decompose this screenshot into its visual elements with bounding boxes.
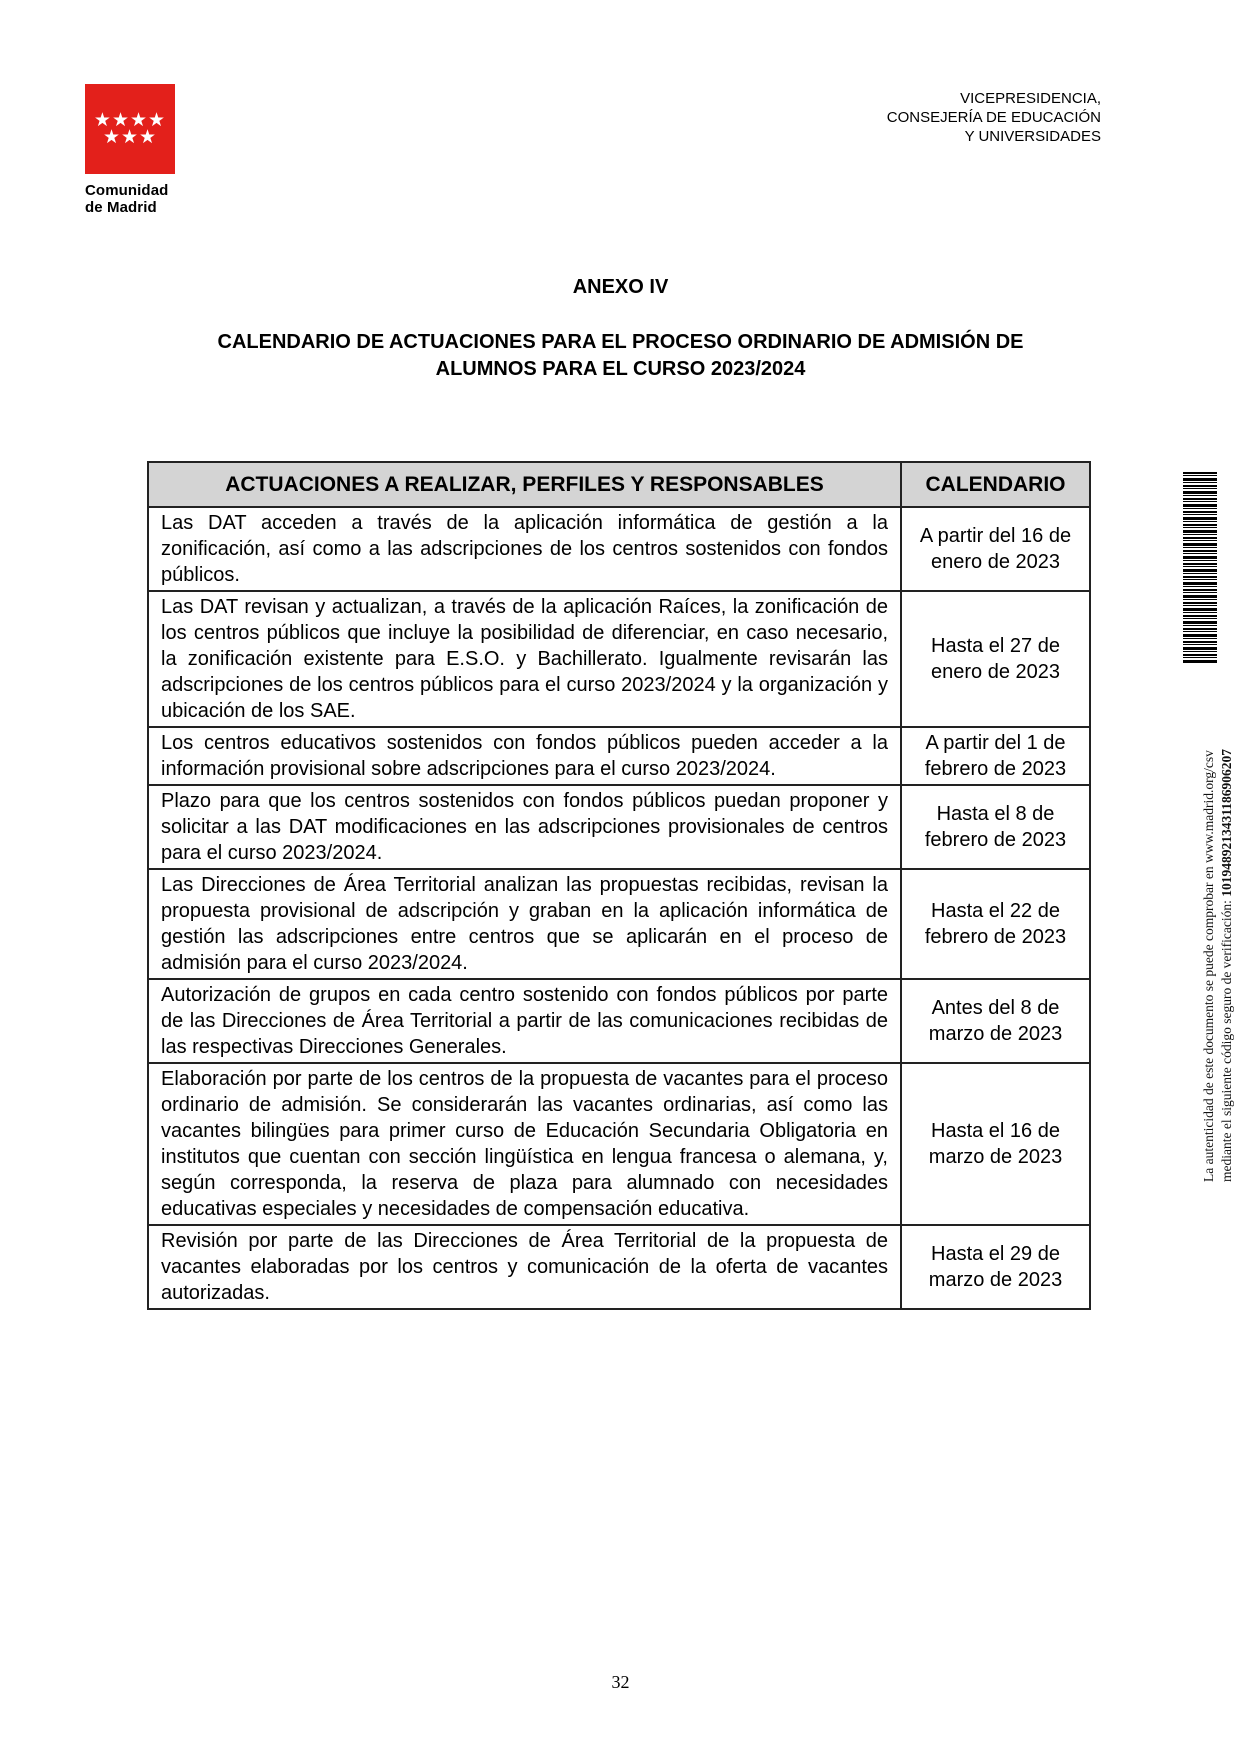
verification-line1: La autenticidad de este documento se puede comprobar en www.madrid.org/csv — [1201, 750, 1216, 1182]
date-line2: enero de 2023 — [930, 551, 1060, 573]
table-row — [148, 507, 1090, 591]
action-cell: Las DAT acceden a través de la aplicación informática de gestión a la zonificación, así como a las adscripciones de los centros sostenidos con fondos públicos. — [148, 507, 901, 591]
logo-red-square — [85, 84, 175, 174]
date-line2: febrero de 2023 — [924, 758, 1067, 780]
date-line1: Antes del 8 de — [931, 997, 1060, 1019]
action-cell: Las DAT revisan y actualizan, a través de la aplicación Raíces, la zonificación de los centros públicos que incluye la posibilidad de diferenciar, en caso necesario, la zonificación existente para E.S.O. y Bachillerato. Igualmente revisarán las adscripciones de los centros públicos para el curso 2023/2024 y la organización y ubicación de los SAE. — [148, 591, 901, 727]
calendar-table — [147, 461, 1091, 1310]
action-cell: Elaboración por parte de los centros de la propuesta de vacantes para el proceso ordinario de admisión. Se considerarán las vacantes ordinarias, así como las vacantes bilingües para primer curso de Educación Secundaria Obligatoria en institutos que cuentan con sección lingüística en lengua francesa o alemana, y, según corresponda, la reserva de plaza para alumnado con necesidades educativas especiales y necesidades de compensación educativa. — [148, 1063, 901, 1225]
date-cell — [901, 727, 1090, 785]
document-title-line2: ALUMNOS PARA EL CURSO 2023/2024 — [435, 358, 806, 380]
department-line1: VICEPRESIDENCIA, — [960, 90, 1101, 107]
table-row — [148, 1225, 1090, 1309]
logo-stars-bottom: ★★★ — [102, 126, 158, 148]
verification-code: 1019489213431186906207 — [1219, 748, 1234, 897]
department-header — [887, 89, 1101, 146]
date-line1: A partir del 16 de — [919, 525, 1072, 547]
action-cell: Autorización de grupos en cada centro sostenido con fondos públicos por parte de las Direcciones de Área Territorial a partir de las comunicaciones recibidas de las respectivas Direcciones Generales. — [148, 979, 901, 1063]
date-cell — [901, 507, 1090, 591]
action-cell: Revisión por parte de las Direcciones de Área Territorial de la propuesta de vacantes elaboradas por los centros y comunicación de la oferta de vacantes autorizadas. — [148, 1225, 901, 1309]
verification-line2-prefix: mediante el siguiente código seguro de verificación: — [1219, 896, 1234, 1182]
document-title — [150, 329, 1091, 383]
date-line1: Hasta el 8 de — [936, 803, 1055, 825]
table-row — [148, 979, 1090, 1063]
date-line1: Hasta el 27 de — [931, 635, 1060, 657]
department-line3: Y UNIVERSIDADES — [964, 128, 1101, 145]
verification-line2 — [1218, 682, 1236, 1182]
date-line1: A partir del 1 de — [925, 732, 1066, 754]
date-cell — [901, 1225, 1090, 1309]
action-cell: Las Direcciones de Área Territorial analizan las propuestas recibidas, revisan la propuesta provisional de adscripción y graban en la aplicación informática de gestión las adscripciones entre centros que se aplicarán en el proceso de admisión para el curso 2023/2024. — [148, 869, 901, 979]
header-calendar: CALENDARIO — [901, 462, 1090, 507]
verification-strip — [1178, 472, 1238, 1182]
table-row — [148, 869, 1090, 979]
date-line2: marzo de 2023 — [928, 1269, 1063, 1291]
logo-text — [85, 182, 175, 216]
date-line1: Hasta el 22 de — [931, 900, 1060, 922]
table-row — [148, 785, 1090, 869]
logo-text-line1: Comunidad — [85, 182, 169, 199]
table-header-row — [148, 462, 1090, 507]
annex-title: ANEXO IV — [572, 276, 669, 298]
page-number: 32 — [611, 1672, 630, 1692]
date-line1: Hasta el 16 de — [931, 1120, 1060, 1142]
date-cell — [901, 1063, 1090, 1225]
action-cell: Los centros educativos sostenidos con fondos públicos pueden acceder a la información provisional sobre adscripciones para el curso 2023/2024. — [148, 727, 901, 785]
date-cell — [901, 591, 1090, 727]
logo-text-line2: de Madrid — [85, 199, 157, 216]
date-line2: marzo de 2023 — [928, 1146, 1063, 1168]
comunidad-de-madrid-logo — [85, 84, 175, 216]
document-title-line1: CALENDARIO DE ACTUACIONES PARA EL PROCESO ORDINARIO DE ADMISIÓN DE — [217, 331, 1024, 353]
table-row — [148, 591, 1090, 727]
table-row — [148, 727, 1090, 785]
date-line1: Hasta el 29 de — [931, 1243, 1060, 1265]
department-line2: CONSEJERÍA DE EDUCACIÓN — [886, 109, 1101, 126]
header-actions: ACTUACIONES A REALIZAR, PERFILES Y RESPONSABLES — [148, 462, 901, 507]
date-cell — [901, 785, 1090, 869]
barcode-icon — [1183, 472, 1217, 664]
date-line2: marzo de 2023 — [928, 1023, 1063, 1045]
date-line2: febrero de 2023 — [924, 829, 1067, 851]
date-cell — [901, 869, 1090, 979]
logo-stars-top: ★★★★ — [93, 109, 167, 131]
action-cell: Plazo para que los centros sostenidos con fondos públicos puedan proponer y solicitar a las DAT modificaciones en las adscripciones provisionales de centros para el curso 2023/2024. — [148, 785, 901, 869]
date-line2: enero de 2023 — [930, 661, 1060, 683]
table-row — [148, 1063, 1090, 1225]
date-line2: febrero de 2023 — [924, 926, 1067, 948]
date-cell — [901, 979, 1090, 1063]
